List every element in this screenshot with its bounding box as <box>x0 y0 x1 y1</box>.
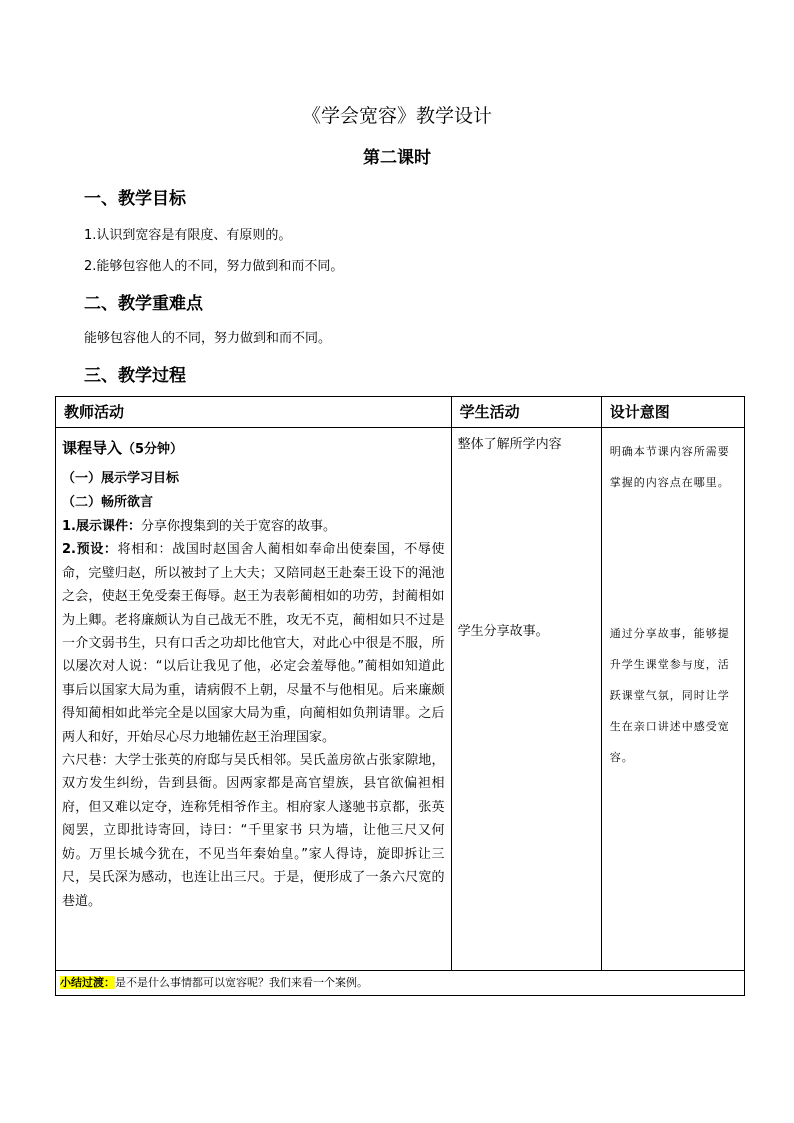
teacher-activity-cell <box>56 428 452 971</box>
lesson-process-table <box>55 396 745 996</box>
section-heading-keypoints: 二、教学重难点 <box>84 294 203 314</box>
design-intent-2: 通过分享故事，能够提升学生课堂参与度，活跃课堂气氛，同时让学生在亲口讲述中感受宽容。 <box>609 627 730 764</box>
document-subtitle: 第二课时 <box>363 148 431 168</box>
header-teacher-activity: 教师活动 <box>56 397 452 428</box>
goal-item-2: 2.能够包容他人的不同，努力做到和而不同。 <box>84 259 344 274</box>
item1-label: 1.展示课件： <box>62 519 141 534</box>
summary-tag: 小结过渡： <box>60 976 115 989</box>
design-intent-1: 明确本节课内容所需要掌握的内容点在哪里。 <box>609 445 730 489</box>
document-title: 《学会宽容》教学设计 <box>301 105 492 127</box>
course-intro-duration: （5分钟） <box>122 442 184 457</box>
item-preset-story <box>62 538 445 749</box>
item2-text: 将相和：战国时赵国舍人蔺相如奉命出使秦国，不辱使命，完璧归赵，所以被封了上大夫；又陪同赵王赴秦王设下的渑池之会，使赵王免受秦王侮辱。赵王为表彰蔺相如的功劳，封蔺相如为上卿。老将廉颇认为自己战无不胜，攻无不克，蔺相如只不过是一介文弱书生，只有口舌之功却比他官大，对此心中很是不服，所以屡次对人说：“以后让我见了他，必定会羞辱他。”蔺相如知道此事后以国家大局为重，请病假不上朝，尽量不与他相见。后来廉颇得知蔺相如此举完全是以国家大局为重，向蔺相如负荆请罪。之后两人和好，开始尽心尽力地辅佐赵王治理国家。 <box>62 542 445 745</box>
item-show-courseware <box>62 515 445 538</box>
goal-item-1: 1.认识到宽容是有限度、有原则的。 <box>84 228 292 243</box>
student-activity-cell <box>451 428 601 971</box>
design-intent-cell <box>601 428 744 971</box>
summary-cell <box>56 971 745 996</box>
header-design-intent: 设计意图 <box>601 397 744 428</box>
student-activity-2: 学生分享故事。 <box>457 624 549 639</box>
item2-label: 2.预设： <box>62 542 118 558</box>
section-heading-goals: 一、教学目标 <box>84 189 186 209</box>
course-intro-label: 课程导入 <box>62 439 123 457</box>
story-six-foot-alley: 六尺巷：大学士张英的府邸与吴氏相邻。吴氏盖房欲占张家隙地，双方发生纠纷，告到县衙。因两家都是高官望族，县官欲偏袒相府，但又难以定夺，连称凭相爷作主。相府家人遂驰书京都，张英阅罢，立即批诗寄回，诗曰：“千里家书 只为墙，让他三尺又何妨。万里长城今犹在，不见当年秦始皇。”家人得诗，旋即拆让三尺，吴氏深为感动，也连让出三尺。于是，便形成了一条六尺宽的巷道。 <box>62 753 445 909</box>
table-header-row <box>56 397 745 428</box>
section-heading-process: 三、教学过程 <box>84 366 186 386</box>
course-intro-title <box>62 437 445 461</box>
keypoints-text: 能够包容他人的不同，努力做到和而不同。 <box>84 331 332 346</box>
table-row <box>56 428 745 971</box>
item1-text: 分享你搜集到的关于宽容的故事。 <box>140 519 336 534</box>
summary-row <box>56 971 745 996</box>
sub-heading-discussion: （二）畅所欲言 <box>62 495 154 510</box>
sub-heading-show-goals: （一）展示学习目标 <box>62 471 180 486</box>
summary-text: 是不是什么事情都可以宽容呢？我们来看一个案例。 <box>115 976 368 989</box>
student-activity-1: 整体了解所学内容 <box>457 437 562 452</box>
header-student-activity: 学生活动 <box>451 397 601 428</box>
